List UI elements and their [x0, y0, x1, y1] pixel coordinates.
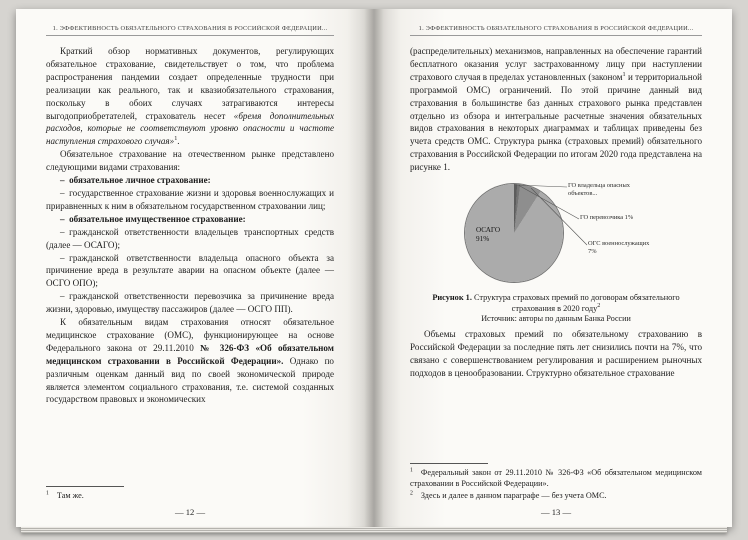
paragraph-text: Краткий обзор нормативных документов, регулирующих обязательное страхование, свидетельствует о том, что проблема распространения пандемии создает определенные трудности при реализации как реального, так и квазиобязательного страхования, поскольку в обоих случаях затрагиваются интересы выгодоприобретателей, страхователь несет [46, 46, 334, 121]
footnote-text: Там же. [56, 491, 84, 500]
footnote-ref-1: 1 [174, 135, 178, 143]
footnote [46, 490, 334, 501]
footnote-marker: 1 [410, 467, 413, 474]
quoted-italic-text: «бремя дополнительных расходов, которые не соответствуют уровню опасности и частоте наступления страхового случая» [46, 110, 334, 147]
figure-caption-label: Рисунок 1. [432, 293, 472, 303]
law-title-bold: № 326-ФЗ «Об обязательном медицинском страховании в Российской Федерации». [46, 342, 334, 366]
page-right-body [410, 45, 702, 380]
figure-caption [410, 292, 702, 314]
page-number-left: — 12 — [174, 507, 206, 517]
paragraph-volumes: Объемы страховых премий по обязательному страхованию в Российской Федерации за последние пять лет снизились почти на 7%, что связано с совершенствованием регулирования и расширением рыночных подходов в ценообразовании. Структурно обязательное страхование [410, 329, 702, 378]
book-spread [16, 9, 732, 527]
page-left [16, 9, 374, 527]
paragraph-intro [46, 45, 334, 148]
footnote [410, 467, 702, 489]
paragraph-list-lead: Обязательное страхование на отечественном рынке представлено следующими видами страхования: [46, 149, 334, 173]
paragraph-oms [46, 316, 334, 406]
figure-source: Источник: авторы по данным Банка России [481, 314, 631, 324]
running-header-right: 1. ЭФФЕКТИВНОСТЬ ОБЯЗАТЕЛЬНОГО СТРАХОВАНИЯ В РОССИЙСКОЙ ФЕДЕРАЦИИ... [410, 25, 702, 36]
page-left-body [46, 45, 334, 406]
footnote-ref-1: 1 [622, 70, 626, 78]
running-header-left: 1. ЭФФЕКТИВНОСТЬ ОБЯЗАТЕЛЬНОГО СТРАХОВАНИЯ В РОССИЙСКОЙ ФЕДЕРАЦИИ... [46, 25, 334, 36]
list-item-military: – государственное страхование жизни и здоровья военнослужащих и приравненных к ним в обязательном государственном страховании лиц; [46, 187, 334, 211]
list-item-osgo-opo: – гражданской ответственности владельца опасного объекта за причинение вреда в результате аварии на опасном объекте (далее — ОСГО ОПО); [46, 252, 334, 289]
pie-chart-area [410, 180, 702, 292]
paragraph-text: и территориальной программой ОМС) ограничений. По этой причине данный вид страхования в большинстве баз данных страхового рынка представлен отдельно из обзора и интегральные расчетные значения обязательных видов страхования в некоторых диаграммах и таблицах приведены без учета средств ОМС. Структура рынка (страховых премий) обязательного страхования в Российской Федерации по итогам 2020 года представлена на рисунке 1. [410, 71, 702, 173]
pie-slice-name: ОСАГО [476, 226, 501, 235]
footnote-rule [46, 486, 124, 487]
footnote-block-right [410, 463, 702, 502]
list-item-personal: – обязательное личное страхование: [60, 175, 211, 186]
paragraph-text: (распределительных) механизмов, направленных на обеспечение гарантий бесплатного оказания услуг застрахованному лицу при наступлении страхового случая в пределах установленных (законом [410, 46, 702, 82]
paragraph-text: Однако по различным оценкам данный вид по своей экономической природе является элементом социального страхования, т.е. системой созданных государством правовых и экономических [46, 355, 334, 405]
pie-callout-carrier: ГО перевозчика 1% [580, 214, 634, 222]
pie-callout-hazard-objects: ГО владельца опасных объектов... [568, 182, 630, 197]
list-item-osago: – гражданской ответственности владельцев транспортных средств (далее — ОСАГО); [46, 226, 334, 250]
footnote-marker: 2 [410, 490, 413, 497]
footnote-marker: 1 [46, 490, 49, 497]
footnote-ref-2: 2 [597, 302, 601, 310]
footnote-block-left [46, 486, 334, 502]
figure-1 [410, 180, 702, 324]
footnote-rule [410, 463, 488, 464]
footnote-text: Здесь и далее в данном параграфе — без учета ОМС. [420, 491, 607, 500]
figure-caption-text: Структура страховых премий по договорам обязательного страхования в 2020 году [471, 293, 680, 314]
paragraph-continuation [410, 45, 702, 174]
paragraph-text: . [177, 136, 180, 147]
footnote-text: Федеральный закон от 29.11.2010 № 326-ФЗ «Об обязательном медицинском страховании в Российской Федерации». [410, 468, 702, 488]
list-item-property: – обязательное имущественное страхование: [60, 213, 246, 224]
page-number-right: — 13 — [540, 507, 572, 517]
page-right [374, 9, 732, 527]
pie-slice-pct: 91% [476, 234, 490, 243]
paragraph-text: К обязательным видам страхования относят обязательное медицинское страхование (ОМС), функционирующее на основе Федерального закона от 29.11.2010 [46, 317, 334, 353]
list-item-osgo-pp: – гражданской ответственности перевозчика за причинение вреда жизни, здоровью, имуществу пассажиров (далее — ОСГО ПП). [46, 291, 334, 315]
pie-callout-military: ОГС военнослужащих 7% [588, 240, 650, 255]
footnote [410, 490, 702, 501]
